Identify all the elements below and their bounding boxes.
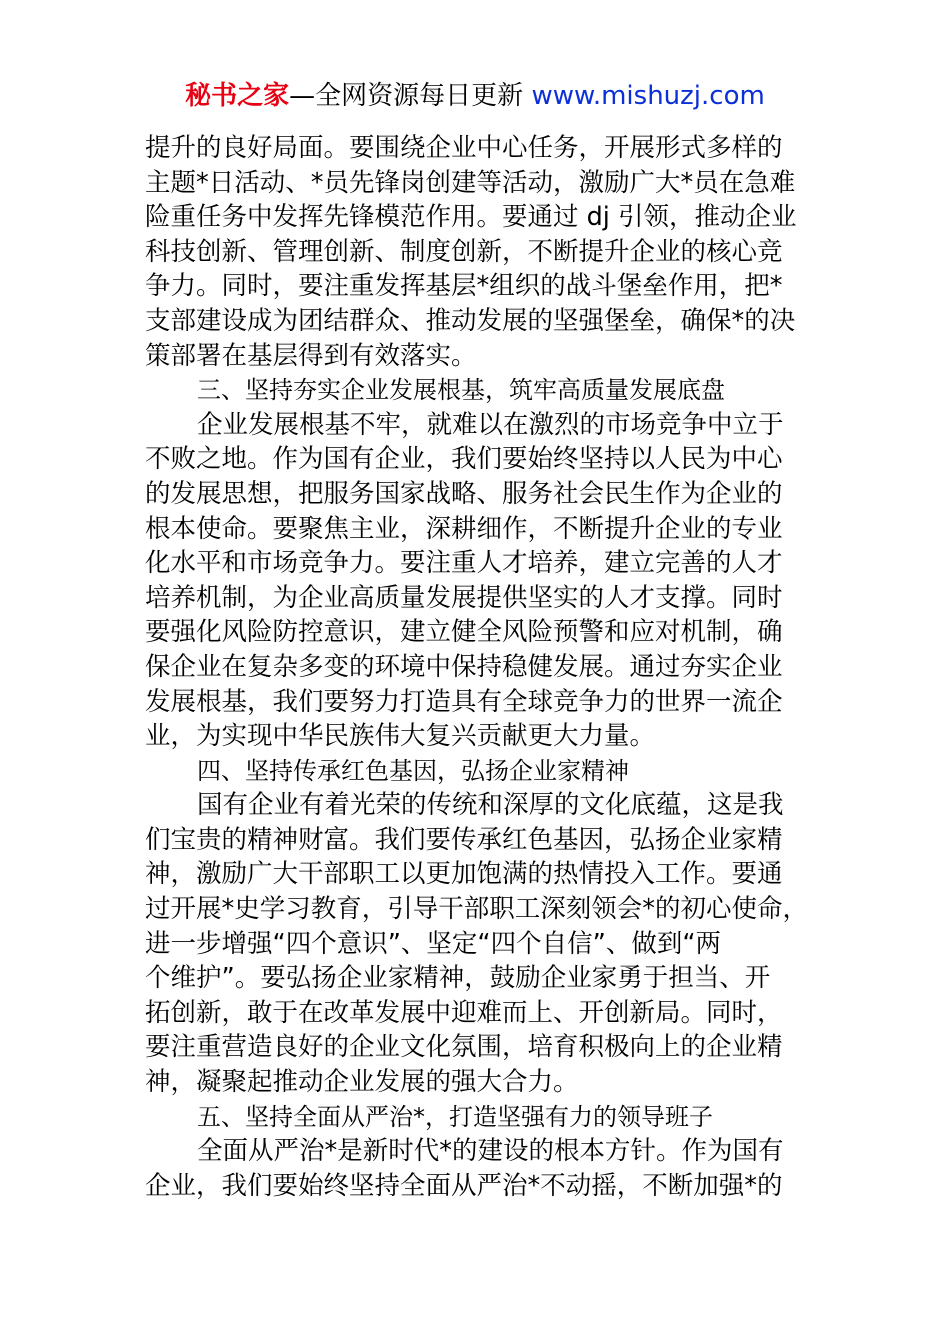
text-line: 要注重营造良好的企业文化氛围，培育积极向上的企业精: [145, 1032, 783, 1063]
text-line: 争力。同时，要注重发挥基层*组织的战斗堡垒作用，把*: [145, 271, 783, 302]
text-line: 保企业在复杂多变的环境中保持稳健发展。通过夯实企业: [145, 651, 783, 682]
text-line: 化水平和市场竞争力。要注重人才培养，建立完善的人才: [145, 548, 783, 579]
text-line: 支部建设成为团结群众、推动发展的坚强堡垒，确保*的决: [145, 305, 796, 336]
paragraph-first-line: 全面从严治*是新时代*的建设的根本方针。作为国有: [197, 1136, 784, 1167]
text-line: 企业，我们要始终坚持全面从严治*不动摇，不断加强*的: [145, 1170, 783, 1201]
text-line: 发展根基，我们要努力打造具有全球竞争力的世界一流企: [145, 686, 783, 717]
text-line: 神，凝聚起推动企业发展的强大合力。: [145, 1067, 579, 1098]
section-heading-3: 三、坚持夯实企业发展根基，筑牢高质量发展底盘: [197, 376, 725, 405]
text-line: 根本使命。要聚焦主业，深耕细作，不断提升企业的专业: [145, 513, 783, 544]
paragraph-first-line: 企业发展根基不牢，就难以在激烈的市场竞争中立于: [197, 409, 784, 440]
text-line: 拓创新，敢于在改革发展中迎难而上、开创新局。同时，: [145, 997, 783, 1028]
text-line: 过开展*史学习教育，引导干部职工深刻领会*的初心使命，: [145, 894, 809, 925]
text-line: 提升的良好局面。要围绕企业中心任务，开展形式多样的: [145, 133, 783, 163]
text-line: 主题*日活动、*员先锋岗创建等活动，激励广大*员在急难: [145, 167, 796, 198]
site-url-link[interactable]: www.mishuzj.com: [531, 81, 765, 111]
text-line: 培养机制，为企业高质量发展提供坚实的人才支撑。同时: [145, 582, 783, 613]
text-line: 神，激励广大干部职工以更加饱满的热情投入工作。要通: [145, 859, 783, 890]
section-heading-4: 四、坚持传承红色基因，弘扬企业家精神: [197, 756, 629, 785]
document-body: [145, 131, 820, 1203]
paragraph-first-line: 国有企业有着光荣的传统和深厚的文化底蕴，这是我: [197, 790, 784, 821]
text-line: 要强化风险防控意识，建立健全风险预警和应对机制，确: [145, 617, 783, 648]
text-line: 的发展思想，把服务国家战略、服务社会民生作为企业的: [145, 478, 783, 509]
text-line: 策部署在基层得到有效落实。: [145, 340, 477, 371]
text-line: 科技创新、管理创新、制度创新，不断提升企业的核心竞: [145, 236, 783, 267]
section-heading-5: 五、坚持全面从严治*，打造坚强有力的领导班子: [197, 1102, 713, 1131]
text-line: 进一步增强“四个意识”、坚定“四个自信”、做到“两: [145, 928, 722, 959]
text-line: 不败之地。作为国有企业，我们要始终坚持以人民为中心: [145, 444, 783, 475]
text-line: 业，为实现中华民族伟大复兴贡献更大力量。: [145, 721, 656, 752]
site-header: [0, 78, 950, 114]
text-line: 们宝贵的精神财富。我们要传承红色基因，弘扬企业家精: [145, 824, 783, 855]
text-line: 个维护”。要弘扬企业家精神，鼓励企业家勇于担当、开: [145, 963, 771, 994]
site-tagline: —全网资源每日更新: [289, 81, 532, 111]
text-line: 险重任务中发挥先锋模范作用。要通过 dj 引领，推动企业: [145, 202, 797, 233]
site-brand: 秘书之家: [185, 81, 290, 111]
